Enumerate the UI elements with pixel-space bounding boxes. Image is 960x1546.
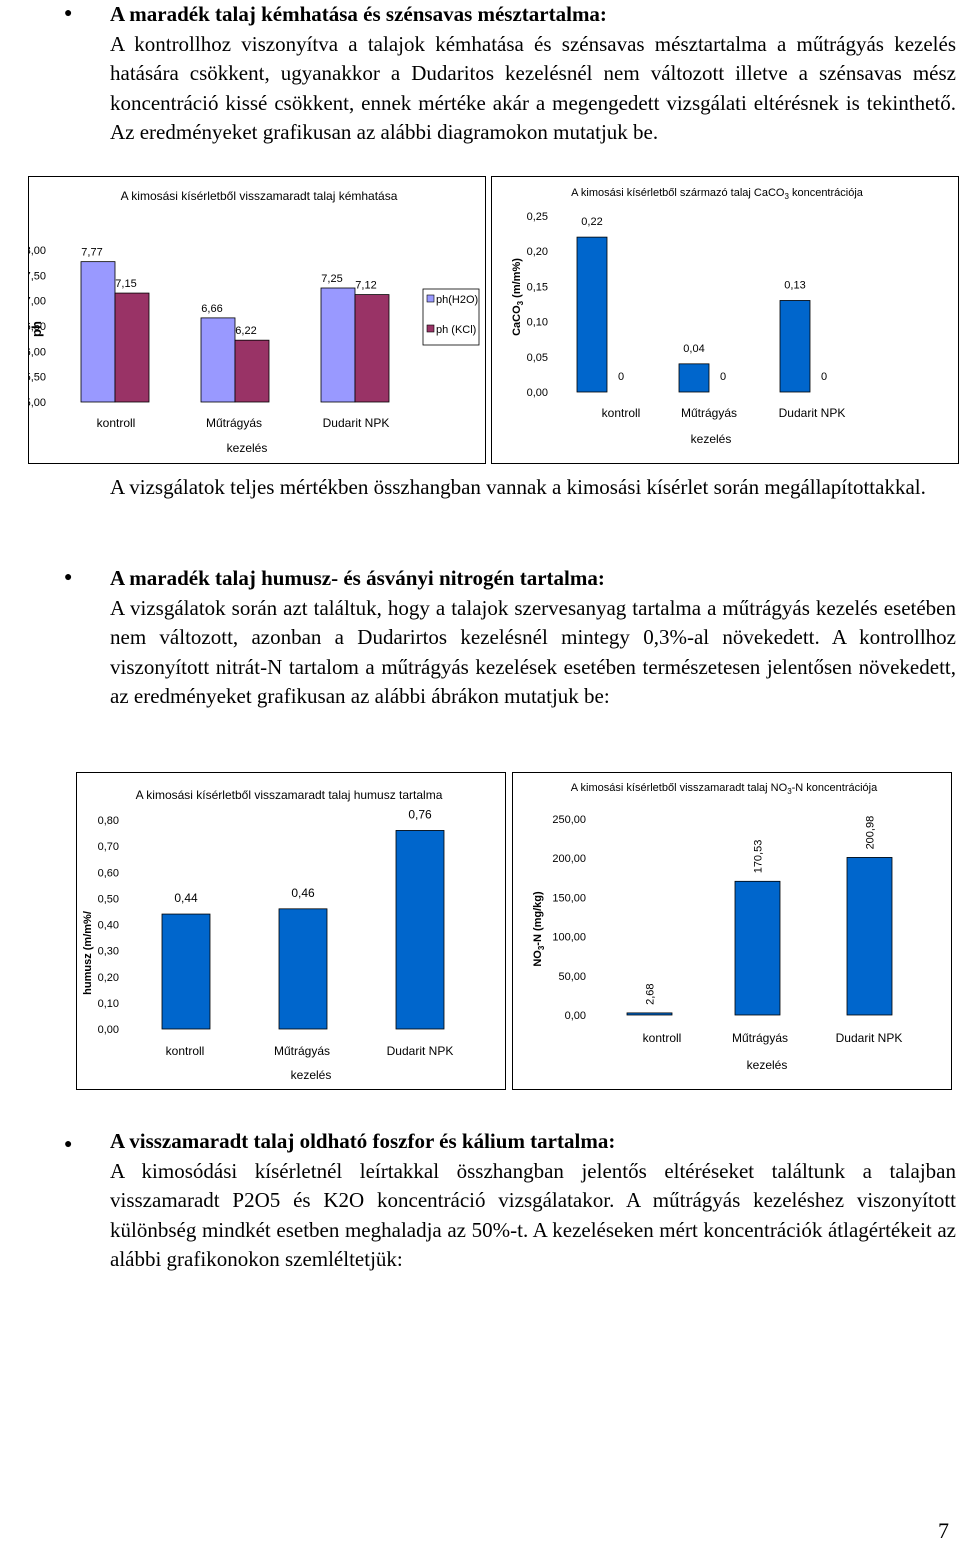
caco3-ytick-5: 0,00: [526, 387, 548, 399]
no3-chart-ylabel: $NO_3-N$ (mg/kg): [532, 891, 546, 967]
humus-value-label-0: 0,44: [174, 891, 198, 906]
bullet-icon: ●: [64, 6, 73, 21]
ph-legend-swatch-kcl: [427, 325, 434, 332]
ph-legend-h2o: ph(H2O): [436, 294, 479, 306]
no3-value-label-0: 2,68: [644, 983, 657, 1005]
caco3-bar-2: [780, 300, 810, 392]
bullet-icon: ●: [64, 1137, 73, 1152]
no3-ytick-1: 200,00: [552, 853, 586, 866]
humus-ytick-0: 0,80: [97, 815, 119, 827]
section-2-body: A vizsgálatok során azt találtuk, hogy a talajok szervesanyag tartalma a műtrágyás kezelés esetében nem változott, azonban a Dudarirtos kezelésnél mintegy 0,3%-al növekedett. A kontrollhoz viszonyított nitrát-N tartalom a műtrágyás kezelések esetében természetesen jelentősen növekedett, az eredményeket grafikusan az alábbi ábrákon mutatjuk be:: [110, 595, 956, 709]
section-1-body: A kontrollhoz viszonyítva a talajok kémhatása és szénsavas mésztartalma a műtrágyás kezelés hatására csökkent, ugyanakkor a Dudaritos kezelésnél nem változott illetve a szénsavas mész koncentráció kissé csökkent, ennek mértéke akár a megengedett vizsgálati eltérésnek is tekinthető. Az eredményeket grafikusan az alábbi diagramokon mutatjuk be.: [110, 31, 956, 145]
no3-ytick-5: 0,00: [564, 1010, 586, 1022]
ph-ytick-2: ,00: [30, 295, 46, 308]
caco3-ytick-3: 0,10: [526, 316, 548, 329]
ph-xtick-0: kontroll: [96, 416, 136, 430]
caco3-chart: [491, 176, 959, 464]
ph-value-label-0-2: 7,25: [321, 273, 343, 285]
ph-chart-title: A kimosási kísérletből visszamaradt talaj kémhatása: [120, 189, 398, 203]
ph-bar-h2o-1: [201, 318, 235, 402]
ph-bar-kcl-1: [235, 340, 269, 402]
section-3-body: A kimosódási kísérletnél leírtakkal összhangban jelentős eltéréseket találtunk a talajban visszamaradt P2O5 és K2O koncentráció vizsgálatakor. A műtrágyás kezeléshez viszonyított különbség mindkét esetben meghaladja az 50%-t. A kezeléseken mért koncentrációk átlagértékeit az alábbi grafikonokon szemléltetjük:: [110, 1158, 956, 1272]
caco3-ytick-0: 0,25: [526, 211, 548, 223]
ph-bar-h2o-2: [321, 288, 355, 402]
humus-ytick-7: 0,10: [97, 997, 119, 1010]
no3-chart-svg: [513, 773, 951, 1089]
bullet-icon: ●: [64, 570, 73, 585]
caco3-chart-title: A kimosási kísérletből származó talaj CaCO$_3$ koncentrációja: [571, 187, 863, 201]
no3-bar-2: [847, 857, 892, 1015]
page-number: 7: [938, 1518, 949, 1543]
caco3-chart-ylabel: CaCO$_3$ (m/m%): [511, 258, 525, 336]
no3-value-label-2: 200,98: [864, 815, 877, 850]
no3-chart-title: A kimosási kísérletből visszamaradt talaj $NO_3-N$ koncentrációja: [570, 782, 878, 796]
ph-xtick-2: Dudarit NPK: [322, 416, 390, 430]
humus-chart-ylabel: humusz (m/m%/: [82, 911, 94, 995]
ph-ytick-3: ,50: [30, 321, 46, 333]
caco3-zero-label-2: 0: [820, 371, 828, 383]
humus-chart-xlabel: kezelés: [290, 1068, 332, 1082]
caco3-value-label-0: 0,22: [581, 216, 603, 229]
no3-xtick-0: kontroll: [642, 1031, 682, 1045]
ph-chart-svg: [29, 177, 485, 463]
no3-ytick-2: 150,00: [552, 892, 586, 905]
ph-bar-h2o-0: [81, 262, 115, 402]
humus-ytick-8: 0,00: [97, 1024, 119, 1036]
ph-value-label-0-1: 6,66: [201, 302, 223, 315]
ph-value-label-1-2: 7,12: [355, 279, 377, 292]
section-1: [110, 0, 956, 148]
humus-chart-title: A kimosási kísérletből visszamaradt talaj humusz tartalma: [135, 788, 443, 802]
ph-legend-kcl: ph (KCl): [436, 324, 477, 336]
ph-value-label-0-0: 7,77: [81, 246, 103, 259]
no3-xtick-2: Dudarit NPK: [835, 1031, 903, 1045]
caco3-zero-label-0: 0: [617, 371, 625, 383]
ph-bar-kcl-2: [355, 295, 389, 402]
ph-ytick-1: ,50: [30, 270, 46, 283]
ph-value-label-1-1: 6,22: [235, 325, 257, 338]
caco3-chart-xlabel: kezelés: [690, 432, 732, 446]
ph-chart: [28, 176, 486, 464]
caco3-ytick-2: 0,15: [526, 281, 548, 294]
caco3-xtick-1: Műtrágyás: [680, 406, 738, 420]
humus-ytick-5: 0,30: [97, 945, 119, 958]
humus-value-label-2: 0,76: [408, 807, 432, 822]
no3-ytick-4: 50,00: [558, 970, 586, 983]
ph-ytick-5: ,50: [30, 371, 46, 384]
caco3-bar-1: [679, 364, 709, 392]
caco3-zero-label-1: 0: [719, 371, 727, 383]
humus-ytick-6: 0,20: [97, 971, 119, 984]
section-1-heading: A maradék talaj kémhatása és szénsavas mésztartalma:: [110, 2, 607, 26]
ph-ytick-4: ,00: [30, 346, 46, 359]
no3-ytick-0: 250,00: [552, 814, 586, 826]
humus-chart-svg: [77, 773, 505, 1089]
ph-chart-ylabel: ph: [29, 321, 44, 337]
humus-ytick-4: 0,40: [97, 919, 119, 932]
no3-chart: [512, 772, 952, 1090]
humus-ytick-3: 0,50: [97, 893, 119, 906]
humus-bar-1: [279, 909, 327, 1029]
ph-value-label-1-0: 7,15: [115, 278, 137, 291]
caco3-ytick-1: 0,20: [526, 246, 548, 259]
no3-bar-0: [627, 1013, 672, 1015]
ph-legend-swatch-h2o: [427, 295, 434, 302]
ph-ytick-0: ,00: [30, 245, 46, 257]
no3-ytick-3: 100,00: [552, 931, 586, 944]
no3-xtick-1: Műtrágyás: [731, 1031, 789, 1045]
humus-xtick-0: kontroll: [165, 1044, 205, 1058]
section-3: [110, 1127, 956, 1275]
caco3-value-label-2: 0,13: [784, 279, 806, 292]
humus-bar-2: [396, 830, 444, 1029]
caco3-xtick-0: kontroll: [601, 406, 641, 420]
no3-chart-xlabel: kezelés: [746, 1058, 788, 1072]
humus-xtick-2: Dudarit NPK: [386, 1044, 454, 1058]
section-2-heading: A maradék talaj humusz- és ásványi nitrogén tartalma:: [110, 566, 605, 590]
ph-xtick-1: Műtrágyás: [205, 416, 263, 430]
section-2: [110, 564, 956, 712]
caco3-value-label-1: 0,04: [683, 342, 705, 355]
humus-chart: [76, 772, 506, 1090]
humus-ytick-2: 0,60: [97, 867, 119, 880]
humus-xtick-1: Műtrágyás: [273, 1044, 331, 1058]
no3-bar-1: [735, 881, 780, 1015]
section-3-heading: A visszamaradt talaj oldható foszfor és kálium tartalma:: [110, 1129, 616, 1153]
caco3-ytick-4: 0,05: [526, 351, 548, 364]
ph-bar-kcl-0: [115, 293, 149, 402]
middle-text: A vizsgálatok teljes mértékben összhangban vannak a kimosási kísérlet során megállapítottakkal.: [110, 475, 926, 499]
no3-value-label-1: 170,53: [752, 839, 765, 874]
humus-bar-0: [162, 914, 210, 1029]
ph-ytick-6: ,00: [30, 397, 46, 409]
caco3-xtick-2: Dudarit NPK: [778, 406, 846, 420]
humus-value-label-1: 0,46: [291, 885, 315, 900]
humus-ytick-1: 0,70: [97, 841, 119, 854]
ph-chart-xlabel: kezelés: [226, 441, 268, 455]
caco3-chart-svg: [492, 177, 958, 463]
caco3-bar-0: [577, 237, 607, 392]
